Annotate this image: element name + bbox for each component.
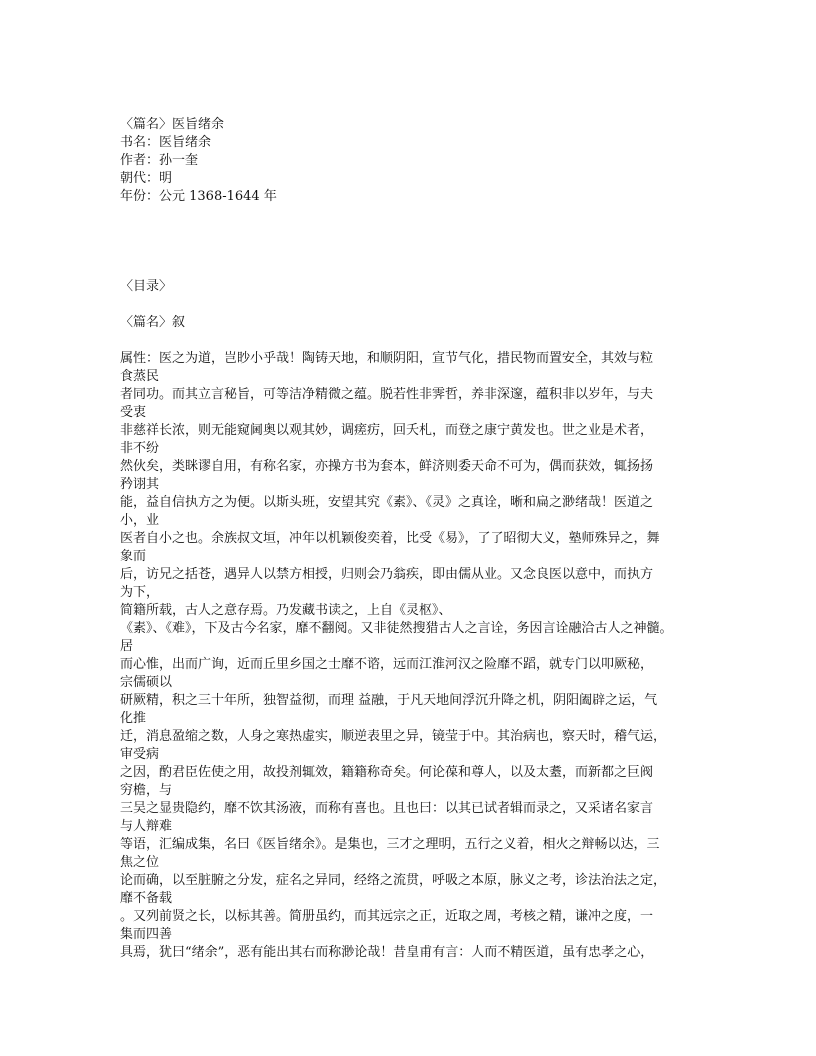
body-line: 具焉，犹曰“绪余”，恶有能出其右而称渺论哉！昔皇甫有言：人而不精医道，虽有忠孝之心， (120, 945, 654, 960)
document-page (120, 116, 710, 962)
body-line: 矜诩其 (120, 477, 160, 492)
body-line: 象而 (120, 549, 147, 564)
body-line: 研厥精，积之三十年所，独智益彻，而理 益融，于凡天地间浮沉升降之机，阴阳阖辟之运，气 (120, 693, 658, 708)
body-line: 宗儒硕以 (120, 675, 173, 690)
body-line: 受衷 (120, 405, 147, 420)
body-line: 。又列前贤之长，以标其善。简册虽约，而其远宗之正，近取之周，考核之精，谦冲之度，一 (120, 909, 654, 924)
body-line: 审受病 (120, 747, 160, 762)
body-line: 居 (120, 639, 134, 654)
body-line: 非不纷 (120, 441, 160, 456)
body-line: 之因，酌君臣佐使之用，故投剂辄效，籍籍称奇矣。何论葆和尊人，以及太耋，而新都之巨阀 (120, 765, 654, 780)
spacer (120, 296, 710, 314)
body-line: 与人辩难 (120, 819, 173, 834)
body-line: 《素》、《难》，下及古今名家，靡不翻阅。又非徒然搜猎古人之言诠，务因言诠融洽古人之神髓。 (120, 621, 673, 636)
spacer (120, 260, 710, 278)
body-line: 医者自小之也。余族叔文垣，冲年以机颖俊奕着，比受《易》，了了昭彻大义，塾师殊异之，舞 (120, 531, 660, 546)
body-line: 非慈祥长浓，则无能窥阃奥以观其妙，调瘥疠，回夭札，而登之康宁黄发也。世之业是术者， (120, 423, 654, 438)
toc-heading: 〈目录〉 (120, 279, 173, 294)
body-line: 食蒸民 (120, 369, 160, 384)
section-title: 〈篇名〉医旨绪余 (120, 117, 225, 132)
body-line: 等语，汇编成集，名曰《医旨绪余》。是集也，三才之理明，五行之义着，相火之辩畅以达，三 (120, 837, 660, 852)
body-line: 后，访兄之括苍，遇异人以禁方相授，归则会乃翁疾，即由儒从业。又念良医以意中，而执方 (120, 567, 654, 582)
book-name: 书名：医旨绪余 (120, 135, 212, 150)
body-line: 迁，消息盈缩之数，人身之寒热虚实，顺逆表里之异，镜莹于中。其治病也，察天时，稽气运， (120, 729, 667, 744)
body-line: 穷檐，与 (120, 783, 173, 798)
chapter-title: 〈篇名〉叙 (120, 315, 186, 330)
body-line: 三吴之显贵隐约，靡不饮其汤液，而称有喜也。且也曰：以其已试者辑而录之，又采诸名家言 (120, 801, 654, 816)
metadata-block (120, 116, 710, 206)
body-line: 小，业 (120, 513, 160, 528)
body-line: 靡不备载 (120, 891, 173, 906)
body-line: 论而确，以至脏腑之分发，症名之异同，经络之流贯，呼吸之本原，脉义之考，诊法治法之定， (120, 873, 667, 888)
body-line: 为下， (120, 585, 160, 600)
body-line: 化推 (120, 711, 147, 726)
year: 年份：公元 1368-1644 年 (120, 189, 277, 204)
body-line: 能，益自信执方之为便。以斯头班，安望其究《素》、《灵》之真诠，晰和扁之渺绪哉！医道之 (120, 495, 654, 510)
body-line: 而心惟，出而广询，近而丘里乡国之士靡不谘，远而江淮河汉之险靡不蹈，就专门以叩厥秘， (120, 657, 654, 672)
body-line: 属性：医之为道，岂眇小乎哉！陶铸天地，和顺阴阳，宣节气化，措民物而置安全，其效与粒 (120, 351, 654, 366)
body-line: 简籍所载，古人之意存焉。乃发藏书读之，上自《灵枢》、 (120, 603, 452, 618)
body-text (120, 350, 710, 962)
body-line: 然伙矣，类眯谬自用，有称名家，亦操方书为套本，鲜济则委天命不可为，偶而获效，辄扬扬 (120, 459, 654, 474)
author: 作者：孙一奎 (120, 153, 199, 168)
spacer (120, 206, 710, 260)
body-line: 集而四善 (120, 927, 173, 942)
body-line: 焦之位 (120, 855, 160, 870)
dynasty: 朝代：明 (120, 171, 173, 186)
body-line: 者同功。而其立言秘旨，可等洁净精微之蕴。脱若性非霁哲，养非深邃，蕴积非以岁年，与夫 (120, 387, 654, 402)
